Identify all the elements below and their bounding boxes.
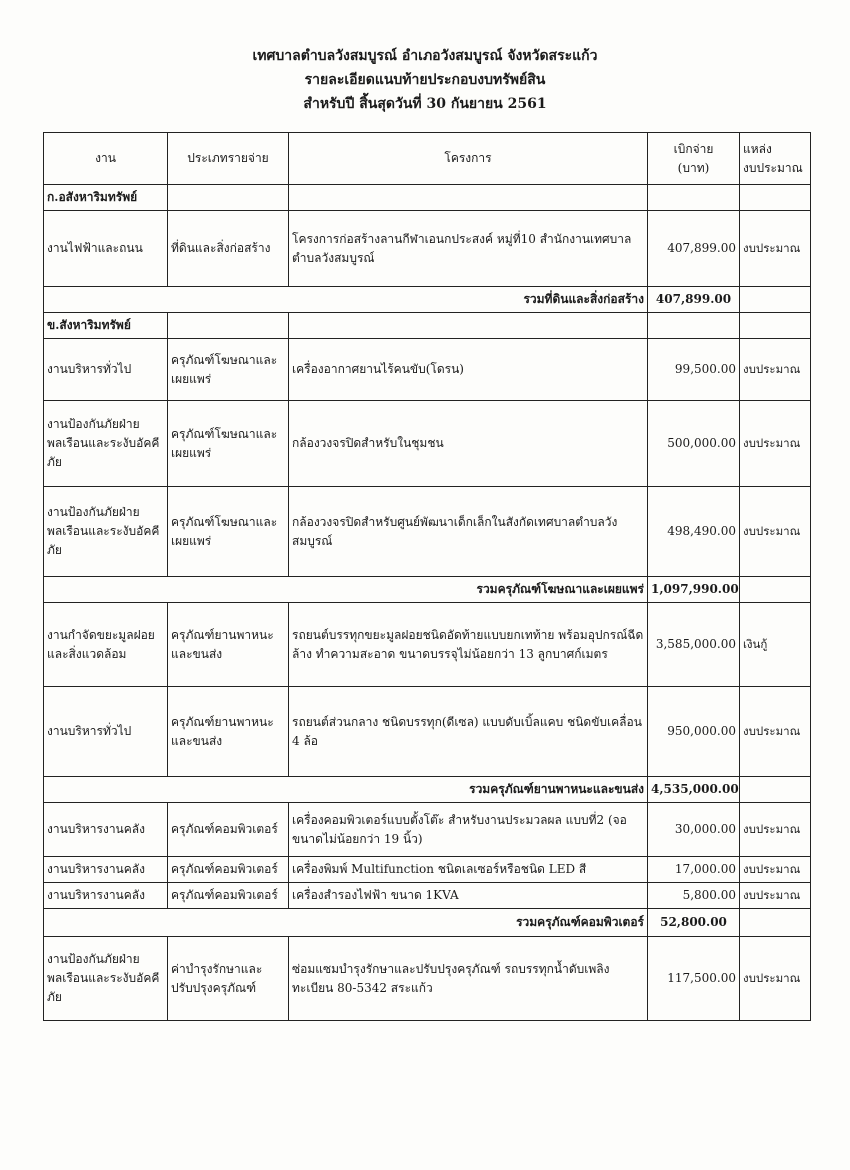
- col-header-disbursed: [648, 133, 740, 185]
- cell-source: งบประมาณ: [740, 401, 811, 487]
- cell-type: ครุภัณฑ์คอมพิวเตอร์: [168, 857, 289, 883]
- col-header-disbursed-2: (บาท): [677, 160, 710, 175]
- cell-amount: 117,500.00: [648, 937, 740, 1021]
- cell-project: เครื่องพิมพ์ Multifunction ชนิดเลเซอร์หรือชนิด LED สี: [289, 857, 648, 883]
- cell-project: กล้องวงจรปิดสำหรับในชุมชน: [289, 401, 648, 487]
- asset-detail-table: [43, 132, 811, 1021]
- subtotal-amount: 407,899.00: [648, 287, 740, 313]
- cell-source: งบประมาณ: [740, 803, 811, 857]
- cell-type: ค่าบำรุงรักษาและปรับปรุงครุภัณฑ์: [168, 937, 289, 1021]
- subtotal-row: [44, 577, 811, 603]
- cell-amount: 5,800.00: [648, 883, 740, 909]
- cell-work: งานบริหารงานคลัง: [44, 883, 168, 909]
- cell-type: ครุภัณฑ์ยานพาหนะและขนส่ง: [168, 603, 289, 687]
- cell-source: งบประมาณ: [740, 883, 811, 909]
- subtotal-label: รวมครุภัณฑ์คอมพิวเตอร์: [44, 909, 648, 937]
- col-header-work: งาน: [44, 133, 168, 185]
- cell-type: ครุภัณฑ์โฆษณาและเผยแพร่: [168, 339, 289, 401]
- header-line-3: สำหรับปี สิ้นสุดวันที่ 30 กันยายน 2561: [303, 96, 547, 112]
- section-row: [44, 185, 811, 211]
- cell-amount: 30,000.00: [648, 803, 740, 857]
- section-title: ก.อสังหาริมทรัพย์: [44, 185, 168, 211]
- cell-work: งานป้องกันภัยฝ่ายพลเรือนและระงับอัคคีภัย: [44, 401, 168, 487]
- cell-amount: 407,899.00: [648, 211, 740, 287]
- cell-work: งานป้องกันภัยฝ่ายพลเรือนและระงับอัคคีภัย: [44, 487, 168, 577]
- table-row: [44, 603, 811, 687]
- col-header-source-2: งบประมาณ: [743, 160, 803, 175]
- cell-source: งบประมาณ: [740, 211, 811, 287]
- cell-type: ครุภัณฑ์โฆษณาและเผยแพร่: [168, 487, 289, 577]
- cell-project: ซ่อมแซมบำรุงรักษาและปรับปรุงครุภัณฑ์ รถบรรทุกน้ำดับเพลิง ทะเบียน 80-5342 สระแก้ว: [289, 937, 648, 1021]
- cell-work: งานบริหารงานคลัง: [44, 803, 168, 857]
- cell-project: รถยนต์ส่วนกลาง ชนิดบรรทุก(ดีเซล) แบบดับเบิ้ลแคบ ชนิดขับเคลื่อน 4 ล้อ: [289, 687, 648, 777]
- cell-source: งบประมาณ: [740, 339, 811, 401]
- table-header-row: [44, 133, 811, 185]
- subtotal-row: [44, 287, 811, 313]
- subtotal-amount: 1,097,990.00: [648, 577, 740, 603]
- cell-project: กล้องวงจรปิดสำหรับศูนย์พัฒนาเด็กเล็กในสังกัดเทศบาลตำบลวังสมบูรณ์: [289, 487, 648, 577]
- cell-amount: 17,000.00: [648, 857, 740, 883]
- col-header-source: [740, 133, 811, 185]
- cell-project: โครงการก่อสร้างลานกีฬาเอนกประสงค์ หมู่ที่10 สำนักงานเทศบาลตำบลวังสมบูรณ์: [289, 211, 648, 287]
- col-header-source-1: แหล่ง: [743, 141, 772, 156]
- cell-work: งานป้องกันภัยฝ่ายพลเรือนและระงับอัคคีภัย: [44, 937, 168, 1021]
- cell-work: งานไฟฟ้าและถนน: [44, 211, 168, 287]
- table-row: [44, 687, 811, 777]
- subtotal-amount: 4,535,000.00: [648, 777, 740, 803]
- cell-type: ครุภัณฑ์คอมพิวเตอร์: [168, 883, 289, 909]
- cell-amount: 99,500.00: [648, 339, 740, 401]
- cell-amount: 500,000.00: [648, 401, 740, 487]
- cell-work: งานบริหารทั่วไป: [44, 687, 168, 777]
- cell-type: ที่ดินและสิ่งก่อสร้าง: [168, 211, 289, 287]
- cell-project: เครื่องอากาศยานไร้คนขับ(โดรน): [289, 339, 648, 401]
- col-header-disbursed-1: เบิกจ่าย: [673, 141, 714, 156]
- table-row: [44, 883, 811, 909]
- cell-work: งานกำจัดขยะมูลฝอยและสิ่งแวดล้อม: [44, 603, 168, 687]
- cell-source: งบประมาณ: [740, 857, 811, 883]
- cell-project: รถยนต์บรรทุกขยะมูลฝอยชนิดอัดท้ายแบบยกเทท้าย พร้อมอุปกรณ์ฉีดล้าง ทำความสะอาด ขนาดบรรจุไม่น้อยกว่า 13 ลูกบาศก์เมตร: [289, 603, 648, 687]
- table-row: [44, 339, 811, 401]
- table-row: [44, 401, 811, 487]
- cell-work: งานบริหารงานคลัง: [44, 857, 168, 883]
- col-header-project: โครงการ: [289, 133, 648, 185]
- subtotal-label: รวมครุภัณฑ์ยานพาหนะและขนส่ง: [44, 777, 648, 803]
- col-header-expense-type: ประเภทรายจ่าย: [168, 133, 289, 185]
- section-title: ข.สังหาริมทรัพย์: [44, 313, 168, 339]
- subtotal-row: [44, 909, 811, 937]
- cell-amount: 3,585,000.00: [648, 603, 740, 687]
- cell-type: ครุภัณฑ์คอมพิวเตอร์: [168, 803, 289, 857]
- table-row: [44, 803, 811, 857]
- cell-type: ครุภัณฑ์โฆษณาและเผยแพร่: [168, 401, 289, 487]
- subtotal-amount: 52,800.00: [648, 909, 740, 937]
- header-line-2: รายละเอียดแนบท้ายประกอบงบทรัพย์สิน: [304, 72, 546, 88]
- subtotal-label: รวมครุภัณฑ์โฆษณาและเผยแพร่: [44, 577, 648, 603]
- cell-project: เครื่องคอมพิวเตอร์แบบตั้งโต๊ะ สำหรับงานประมวลผล แบบที่2 (จอขนาดไม่น้อยกว่า 19 นิ้ว): [289, 803, 648, 857]
- subtotal-row: [44, 777, 811, 803]
- document-header: [0, 44, 850, 116]
- table-row: [44, 857, 811, 883]
- cell-project: เครื่องสำรองไฟฟ้า ขนาด 1KVA: [289, 883, 648, 909]
- cell-source: เงินกู้: [740, 603, 811, 687]
- cell-source: งบประมาณ: [740, 687, 811, 777]
- cell-source: งบประมาณ: [740, 487, 811, 577]
- cell-amount: 950,000.00: [648, 687, 740, 777]
- table-row: [44, 937, 811, 1021]
- table-row: [44, 211, 811, 287]
- cell-work: งานบริหารทั่วไป: [44, 339, 168, 401]
- cell-source: งบประมาณ: [740, 937, 811, 1021]
- table-row: [44, 487, 811, 577]
- header-line-1: เทศบาลตำบลวังสมบูรณ์ อำเภอวังสมบูรณ์ จังหวัดสระแก้ว: [252, 48, 598, 64]
- cell-type: ครุภัณฑ์ยานพาหนะและขนส่ง: [168, 687, 289, 777]
- subtotal-label: รวมที่ดินและสิ่งก่อสร้าง: [44, 287, 648, 313]
- section-row: [44, 313, 811, 339]
- cell-amount: 498,490.00: [648, 487, 740, 577]
